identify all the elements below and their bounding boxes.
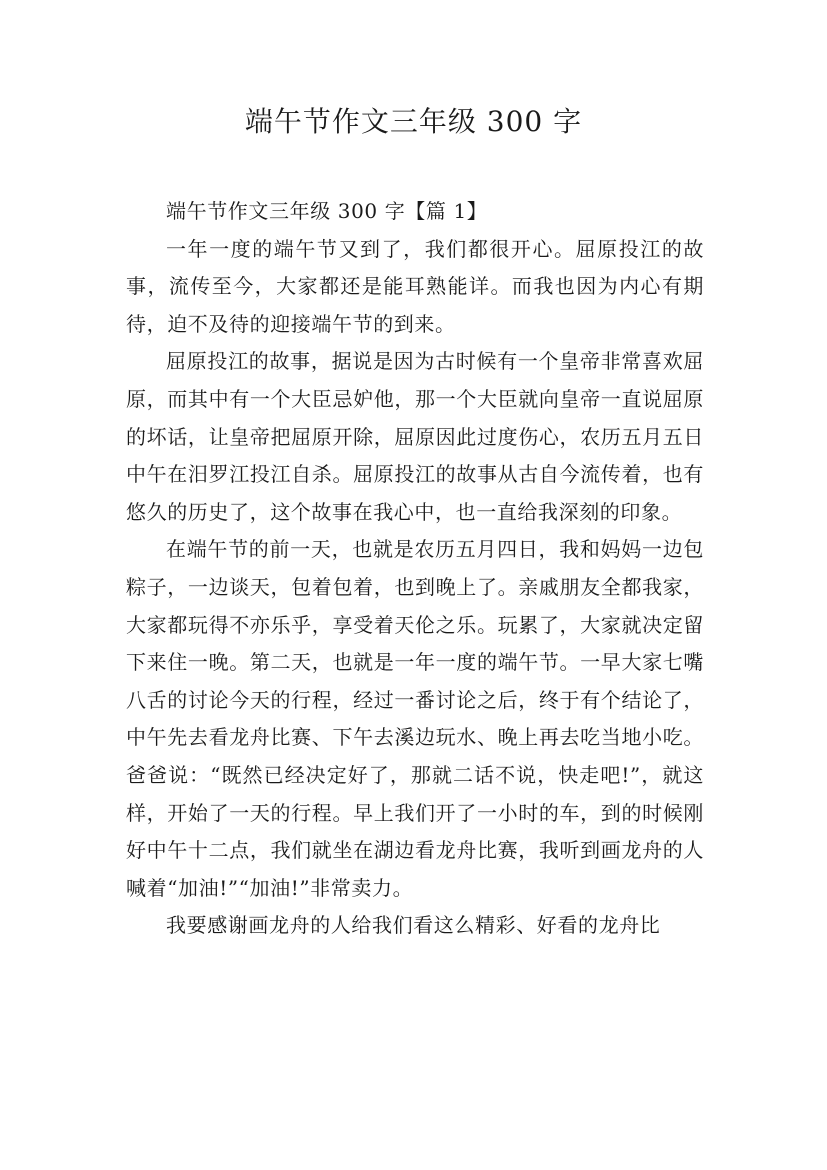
section-heading: 端午节作文三年级 300 字【篇 1】 — [166, 199, 488, 223]
paragraph: 屈原投江的故事，据说是因为古时候有一个皇帝非常喜欢屈原，而其中有一个大臣忌妒他，那一个大臣就向皇帝一直说屈原的坏话，让皇帝把屈原开除，屈原因此过度伤心，农历五月五日中午在汨罗江投江自杀。屈原投江的故事从古自今流传着，也有悠久的历史了，这个故事在我心中，也一直给我深刻的印象。 — [126, 349, 704, 524]
paragraph: 一年一度的端午节又到了，我们都很开心。屈原投江的故事，流传至今，大家都还是能耳熟能详。而我也因为内心有期待，迫不及待的迎接端午节的到来。 — [126, 236, 704, 336]
paragraph: 在端午节的前一天，也就是农历五月四日，我和妈妈一边包粽子，一边谈天，包着包着，也到晚上了。亲戚朋友全都我家，大家都玩得不亦乐乎，享受着天伦之乐。玩累了，大家就决定留下来住一晚。第二天，也就是一年一度的端午节。一早大家七嘴八舌的讨论今天的行程，经过一番讨论之后，终于有个结论了，中午先去看龙舟比赛、下午去溪边玩水、晚上再去吃当地小吃。爸爸说：“既然已经决定好了，那就二话不说，快走吧!”，就这样，开始了一天的行程。早上我们开了一小时的车，到的时候刚好中午十二点，我们就坐在湖边看龙舟比赛，我听到画龙舟的人喊着“加油!”“加油!”非常卖力。 — [126, 537, 704, 900]
paragraph: 我要感谢画龙舟的人给我们看这么精彩、好看的龙舟比 — [166, 913, 661, 938]
document-title: 端午节作文三年级 300 字 — [244, 105, 583, 138]
document-body — [126, 193, 704, 945]
